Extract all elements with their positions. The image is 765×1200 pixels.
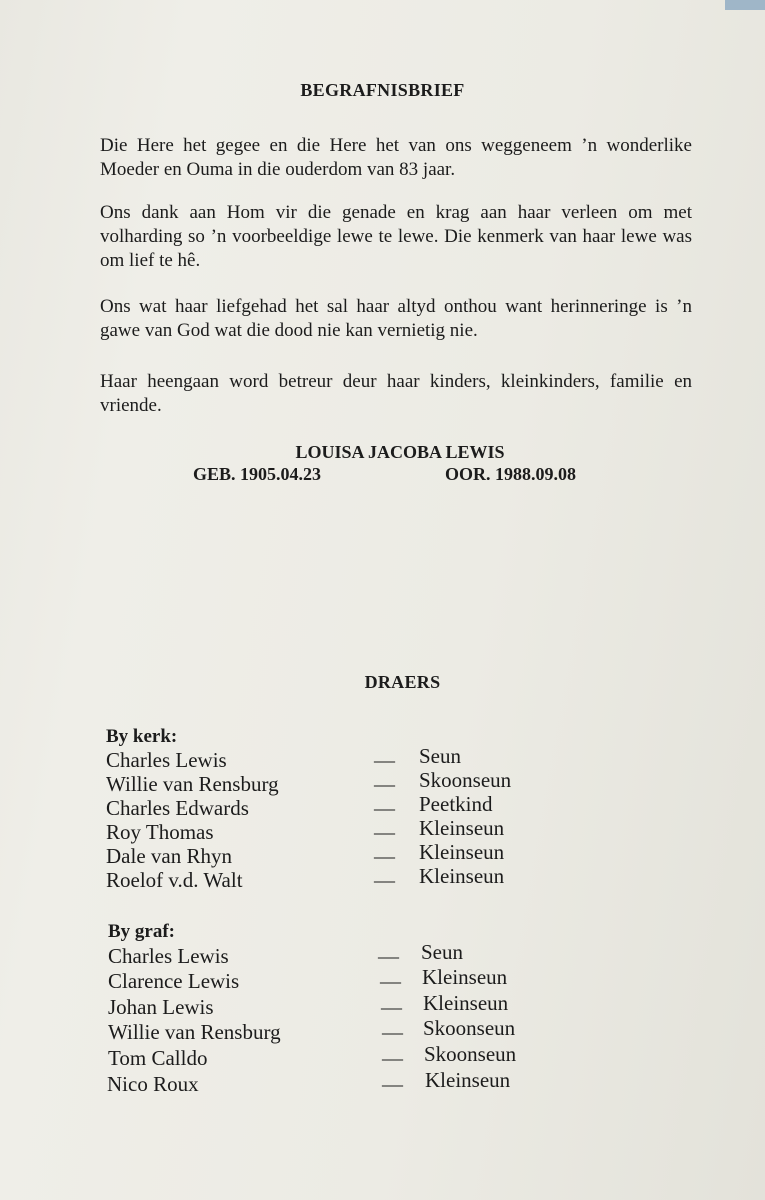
dash-separator: — — [374, 796, 395, 820]
dash-separator: — — [382, 1046, 403, 1070]
bearer-row — [106, 768, 666, 796]
paragraph-3: Ons wat haar liefgehad het sal haar altyd onthou want herinneringe is ’n gawe van God wat die dood nie kan vernietig nie. — [100, 296, 692, 341]
background-edge — [725, 0, 765, 10]
bearer-relation: Kleinseun — [422, 965, 508, 989]
bearer-row — [106, 840, 666, 868]
bearer-relation: Seun — [421, 940, 463, 964]
letter-title: BEGRAFNISBRIEF — [300, 80, 465, 100]
bearer-row — [106, 864, 666, 892]
bearers-title: DRAERS — [364, 672, 441, 692]
dash-separator: — — [382, 1072, 403, 1096]
bearer-name: Johan Lewis — [108, 995, 214, 1019]
bearer-relation: Kleinseun — [419, 864, 505, 888]
dash-separator: — — [380, 969, 401, 993]
group-label-church: By kerk: — [106, 726, 178, 747]
bearer-name: Charles Lewis — [108, 944, 229, 968]
bearer-name: Roelof v.d. Walt — [106, 868, 243, 892]
bearer-row — [106, 744, 666, 772]
group-label-grave: By graf: — [108, 921, 176, 942]
dash-separator: — — [374, 868, 395, 892]
bearer-name: Nico Roux — [107, 1072, 199, 1096]
bearer-name: Charles Edwards — [106, 796, 249, 820]
bearer-row — [108, 1016, 668, 1044]
bearer-name: Tom Calldo — [108, 1046, 208, 1070]
bearer-name: Dale van Rhyn — [106, 844, 232, 868]
bearer-name: Willie van Rensburg — [108, 1020, 281, 1044]
death-date: OOR. 1988.09.08 — [445, 464, 577, 484]
bearer-relation: Kleinseun — [419, 840, 505, 864]
bearer-name: Willie van Rensburg — [106, 772, 279, 796]
bearer-relation: Kleinseun — [419, 816, 505, 840]
dash-separator: — — [374, 748, 395, 772]
dash-separator: — — [382, 1020, 403, 1044]
bearer-name: Clarence Lewis — [108, 969, 240, 993]
paragraph-1: Die Here het gegee en die Here het van ons weggeneem ’n wonderlike Moeder en Ouma in die ouderdom van 83 jaar. — [100, 135, 692, 180]
bearer-relation: Skoonseun — [423, 1016, 516, 1040]
dash-separator: — — [381, 995, 402, 1019]
dash-separator: — — [374, 844, 395, 868]
paragraph-2: Ons dank aan Hom vir die genade en krag aan haar verleen om met volharding so ’n voorbeeldige lewe te lewe. Die kenmerk van haar lewe was om lief te hê. — [100, 202, 692, 271]
bearer-row — [106, 792, 666, 820]
bearer-row — [107, 1068, 667, 1096]
paragraph-4: Haar heengaan word betreur deur haar kinders, kleinkinders, familie en vriende. — [100, 371, 692, 416]
dash-separator: — — [378, 944, 399, 968]
bearer-name: Charles Lewis — [106, 748, 227, 772]
bearer-relation: Seun — [419, 744, 461, 768]
bearer-relation: Peetkind — [419, 792, 493, 816]
dash-separator: — — [374, 820, 395, 844]
bearer-row — [108, 965, 668, 993]
bearer-relation: Skoonseun — [419, 768, 512, 792]
bearer-row — [106, 816, 666, 844]
bearer-row — [108, 991, 668, 1019]
bearer-relation: Kleinseun — [423, 991, 509, 1015]
bearer-relation: Kleinseun — [425, 1068, 511, 1092]
deceased-name: LOUISA JACOBA LEWIS — [295, 442, 505, 462]
bearer-name: Roy Thomas — [106, 820, 214, 844]
bearer-relation: Skoonseun — [424, 1042, 517, 1066]
bearer-row — [108, 940, 668, 968]
dash-separator: — — [374, 772, 395, 796]
birth-date: GEB. 1905.04.23 — [193, 464, 322, 484]
bearer-row — [108, 1042, 668, 1070]
